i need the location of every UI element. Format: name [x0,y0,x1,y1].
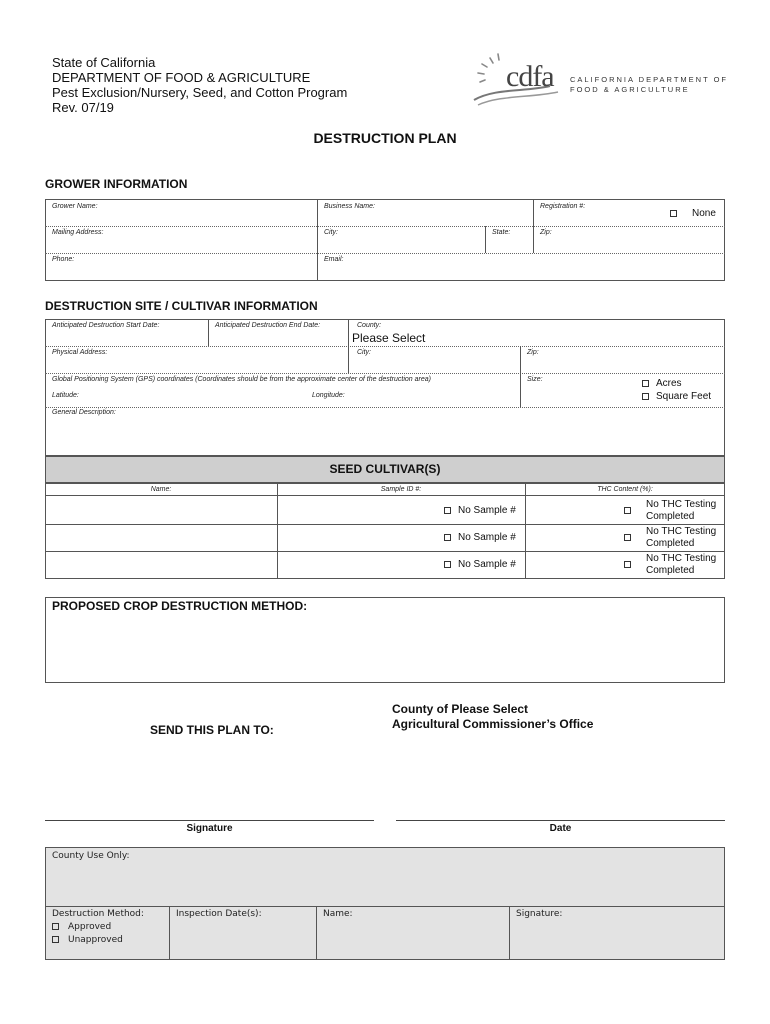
checkbox-icon [670,210,677,217]
county-col-divider-3 [509,906,510,960]
site-col-divider-1 [208,319,209,346]
site-row-divider-1 [45,346,725,347]
page-title: DESTRUCTION PLAN [313,130,457,146]
acres-checkbox[interactable] [642,378,649,390]
site-row-divider-3 [45,407,725,408]
county-select[interactable]: Please Select [352,331,426,345]
logo-mark: cdfa [506,60,554,93]
physical-address-field[interactable]: Physical Address: [52,349,108,356]
send-county: County of Please Select [392,702,529,716]
no-thc-label-1: No THC Testing [646,526,717,537]
square-feet-checkbox[interactable] [642,391,649,403]
checkbox-icon [624,561,631,568]
grower-col-divider-3 [485,226,486,253]
registration-field[interactable]: Registration #: [540,203,586,210]
header-line-1: State of California [52,55,156,70]
seed-col-thc: THC Content (%): [597,486,653,493]
email-field[interactable]: Email: [324,256,344,263]
site-heading: DESTRUCTION SITE / CULTIVAR INFORMATION [45,299,318,313]
header-line-3: Pest Exclusion/Nursery, Seed, and Cotton Program [52,85,348,100]
zip-field[interactable]: Zip: [540,229,552,236]
end-date-field[interactable]: Anticipated Destruction End Date: [215,322,321,329]
seed-col-sample: Sample ID #: [380,486,422,493]
no-thc-label-1: No THC Testing [646,553,717,564]
gps-label: Global Positioning System (GPS) coordinates (Coordinates should be from the approximate center of the destruction area) [52,376,431,383]
city-field[interactable]: City: [324,229,338,236]
start-date-field[interactable]: Anticipated Destruction Start Date: [52,322,160,329]
site-zip-field[interactable]: Zip: [527,349,539,356]
county-use-heading: County Use Only: [52,851,130,861]
general-description-field[interactable]: General Description: [52,409,116,416]
checkbox-icon [624,534,631,541]
grower-col-divider-1 [317,199,318,281]
site-row-divider-2 [45,373,725,374]
unapproved-checkbox[interactable] [52,935,59,945]
no-sample-checkbox[interactable] [444,559,451,571]
no-thc-label-2: Completed [646,538,695,549]
send-to-label: SEND THIS PLAN TO: [150,723,274,737]
seed-col-name: Name: [150,486,172,493]
checkbox-icon [52,923,59,930]
no-sample-label: No Sample # [458,532,516,543]
grower-row-divider-1 [45,226,725,227]
checkbox-icon [642,393,649,400]
date-line[interactable] [396,820,725,821]
checkbox-icon [642,380,649,387]
seed-col-divider-1 [277,483,278,579]
none-label: None [692,208,716,219]
none-checkbox[interactable] [670,208,677,220]
checkbox-icon [444,507,451,514]
grower-row-divider-2 [45,253,725,254]
cdfa-logo [470,48,580,110]
no-thc-label-1: No THC Testing [646,499,717,510]
site-col-divider-2 [348,319,349,373]
grower-name-field[interactable]: Grower Name: [52,203,98,210]
no-sample-checkbox[interactable] [444,532,451,544]
method-heading: PROPOSED CROP DESTRUCTION METHOD: [52,599,308,613]
county-name-field[interactable]: Name: [323,909,353,919]
county-col-divider-1 [169,906,170,960]
logo-name-2: FOOD & AGRICULTURE [570,85,690,94]
signature-line[interactable] [45,820,374,821]
county-use-box [45,847,725,960]
seed-table [45,483,725,579]
seed-row-divider-1 [45,524,725,525]
checkbox-icon [444,561,451,568]
no-sample-label: No Sample # [458,505,516,516]
size-field[interactable]: Size: [527,376,543,383]
no-thc-label-2: Completed [646,565,695,576]
seed-col-divider-2 [525,483,526,579]
longitude-field[interactable]: Longitude: [312,392,345,399]
grower-col-divider-2 [533,199,534,253]
square-feet-label: Square Feet [656,391,712,402]
header-line-4: Rev. 07/19 [52,100,114,115]
checkbox-icon [444,534,451,541]
grower-heading: GROWER INFORMATION [45,177,188,191]
no-thc-checkbox[interactable] [624,505,631,517]
no-sample-checkbox[interactable] [444,505,451,517]
latitude-field[interactable]: Latitude: [52,392,79,399]
business-name-field[interactable]: Business Name: [324,203,375,210]
approved-label: Approved [68,922,112,932]
seed-header-divider [45,495,725,496]
unapproved-label: Unapproved [68,935,123,945]
checkbox-icon [624,507,631,514]
approved-checkbox[interactable] [52,922,59,932]
destruction-method-label: Destruction Method: [52,909,144,919]
state-field[interactable]: State: [492,229,511,236]
grower-table [45,199,725,281]
date-label: Date [549,823,572,834]
send-office: Agricultural Commissioner’s Office [392,717,594,731]
acres-label: Acres [656,378,682,389]
county-col-divider-2 [316,906,317,960]
site-city-field[interactable]: City: [357,349,371,356]
county-use-divider [45,906,725,907]
no-thc-label-2: Completed [646,511,695,522]
no-thc-checkbox[interactable] [624,532,631,544]
seed-heading: SEED CULTIVAR(S) [329,462,441,476]
county-signature-field[interactable]: Signature: [516,909,563,919]
seed-row-divider-2 [45,551,725,552]
signature-label: Signature [186,823,233,834]
inspection-dates-field[interactable]: Inspection Date(s): [176,909,262,919]
checkbox-icon [52,936,59,943]
county-label: County: [357,322,382,329]
logo-name-1: CALIFORNIA DEPARTMENT OF [570,75,729,84]
no-sample-label: No Sample # [458,559,516,570]
phone-field[interactable]: Phone: [52,256,75,263]
no-thc-checkbox[interactable] [624,559,631,571]
header-line-2: DEPARTMENT OF FOOD & AGRICULTURE [52,70,311,85]
mailing-address-field[interactable]: Mailing Address: [52,229,104,236]
site-col-divider-3 [520,346,521,407]
